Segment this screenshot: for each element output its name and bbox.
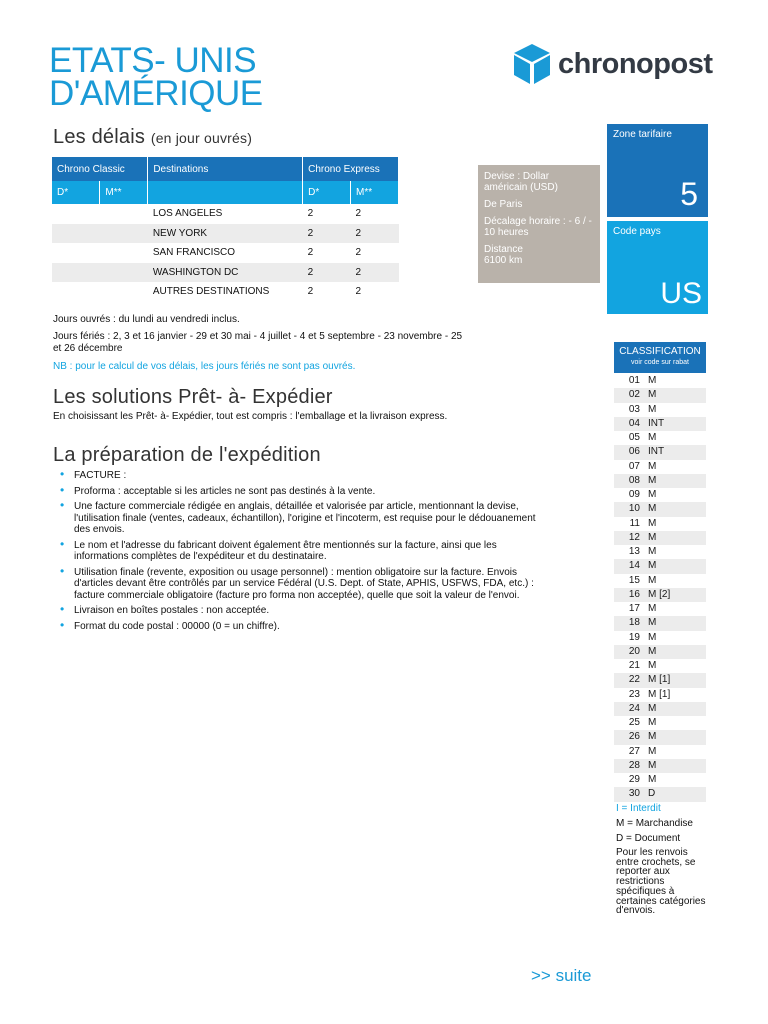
classification-subtitle: voir code sur rabat [631,359,689,366]
classification-value: M [648,759,657,771]
list-item [614,616,706,630]
classification-value: M [648,375,657,386]
destination: SAN FRANCISCO [152,247,236,259]
zone-tarifaire-box [607,124,708,217]
table-row [52,204,399,224]
classification-value: M [648,503,657,515]
header-chrono-classic: Chrono Classic [52,157,148,181]
legend-note: Pour les renvois entre crochets, se reporter aux restrictions spécifiques à certaines catégories d'envois. [616,847,706,917]
table-row [52,224,399,244]
classification-legend [616,803,706,919]
list-item [614,745,706,759]
list-item [614,574,706,588]
code-label: Code pays [613,226,661,237]
classification-value: M [648,546,657,557]
legend-document: D = Document [616,833,681,844]
chronopost-logo [512,42,712,86]
list-item [614,474,706,488]
destination: NEW YORK [148,224,303,244]
solutions-text: En choisissant les Prêt- à- Expédier, tout est compris : l'emballage et la livraison express. [53,411,448,422]
preparation-list [60,470,550,636]
delays-heading [53,126,252,149]
classification-code: 21 [628,660,640,671]
classification-code: 24 [628,702,640,714]
classification-value: M [648,474,657,486]
classification-code: 13 [628,546,640,557]
zone-label: Zone tarifaire [613,129,672,140]
list-item [614,517,706,531]
classic-d [52,282,100,302]
classification-code: 09 [628,489,640,500]
list-item [614,431,706,445]
classification-code: 17 [628,603,640,614]
delays-subheader-row [52,181,399,204]
classification-value: M [648,460,657,472]
list-item [614,645,706,659]
code-value: US [660,277,702,310]
distance-label: Distance [484,244,523,255]
list-item [614,531,706,545]
list-item [614,759,706,773]
classic-d [52,263,100,283]
list-item [614,460,706,474]
list-item: • Le nom et l'adresse du fabricant doivent également être mentionnés sur la facture, ainsi que les informations complètes de l'expéditeur et du destinataire. [60,540,550,563]
classification-value: M [648,660,657,671]
jours-feries-text: Jours fériés : 2, 3 et 16 janvier - 29 et 30 mai - 4 juillet - 4 et 5 septembre - 23 novembre - 25 et 26 décembre [53,331,463,354]
classification-code: 02 [628,389,640,401]
classification-value: M [648,645,657,657]
list-item [614,730,706,744]
suite-link[interactable]: >> suite [531,966,592,985]
list-item [614,787,706,801]
zone-value: 5 [680,176,698,212]
classification-value: M [648,389,657,401]
devise-text: Devise : Dollar américain (USD) [484,171,558,193]
destination: WASHINGTON DC [148,263,303,283]
express-m: 2 [355,286,362,298]
list-item [614,559,706,573]
destination: LOS ANGELES [152,208,223,220]
classification-code: 25 [628,717,640,728]
list-item: • Proforma : acceptable si les articles ne sont pas destinés à la vente. [60,486,550,498]
classification-code: 05 [628,432,640,443]
classification-value: M [648,517,657,529]
classification-code: 15 [628,574,640,586]
classification-value: M [2] [648,588,671,600]
classification-value: M [648,631,657,643]
list-item: • Une facture commerciale rédigée en anglais, détaillée et valorisée par article, mentionnant la devise, l'utilisation finale (ventes, cadeaux, échantillon), l'origine et l'incoterm, est requise pour le dédouanement des envois. [60,501,550,536]
classification-code: 10 [628,503,640,515]
country-info-box [478,165,600,283]
classification-code: 27 [628,745,640,757]
list-item [614,602,706,616]
classification-value: M [1] [648,674,671,686]
classification-code: 19 [628,631,640,643]
classic-d [52,243,100,263]
subheader-express-m: M** [351,181,399,204]
list-item [614,403,706,417]
classic-m [100,282,148,302]
table-row [52,282,399,302]
page-title-line1: ETATS- UNIS [49,41,257,80]
subheader-express-d: D* [303,181,351,204]
classification-code: 30 [628,788,640,800]
classic-m [100,224,148,244]
list-item [614,659,706,673]
page-title [49,41,263,113]
express-m: 2 [355,247,362,259]
express-d: 2 [303,224,351,244]
logo-text: chronopost [558,48,713,80]
delays-heading-note: (en jour ouvrés) [150,130,253,146]
subheader-destinations [148,181,303,204]
list-item: • Utilisation finale (revente, exposition ou usage personnel) : mention obligatoire sur la facture. Envois d'articles devant être contrôlés par un service Fédéral (U.S. Dept. of State, APHIS, USFWS, FDA, etc.) : facture commerciale obligatoire (facture pro forma non acceptée), quelle que soit la valeur de l'envoi. [60,567,550,602]
classification-code: 16 [628,588,640,600]
distance-value: 6100 km [484,255,523,266]
classification-value: M [648,745,657,757]
code-pays-box [607,221,708,314]
cube-logo-icon [512,42,552,86]
classification-value: M [648,717,657,728]
classification-list [614,374,706,802]
express-d: 2 [303,263,351,283]
classification-value: M [648,702,657,714]
classification-value: M [648,603,657,614]
classification-value: M [1] [648,688,671,700]
list-item [614,488,706,502]
express-m: 2 [351,224,399,244]
list-item [614,374,706,388]
classification-code: 08 [628,474,640,486]
classification-code: 22 [628,674,640,686]
express-d: 2 [307,286,314,298]
express-m: 2 [351,263,399,283]
list-item [614,773,706,787]
classification-code: 03 [628,403,640,415]
classification-code: 06 [628,446,640,458]
legend-interdit: I = Interdit [616,803,661,814]
list-item [614,688,706,702]
classification-value: M [648,617,657,629]
classification-code: 12 [628,531,640,543]
legend-marchandise: M = Marchandise [616,818,693,829]
classic-d [52,224,100,244]
classification-code: 29 [628,774,640,785]
list-item [614,445,706,459]
classification-value: M [648,560,657,572]
table-row [52,263,399,283]
classic-m [100,263,148,283]
header-destinations: Destinations [148,157,303,181]
list-item [614,545,706,559]
header-chrono-express: Chrono Express [303,157,399,181]
list-item [614,417,706,431]
classification-code: 11 [629,517,640,529]
classification-code: 04 [628,417,640,429]
subheader-classic-m: M** [100,181,148,204]
list-item: • FACTURE : [60,470,550,482]
list-item [614,631,706,645]
classification-value: INT [648,417,665,429]
express-d: 2 [307,247,314,259]
classification-value: M [648,489,657,500]
subheader-classic-d: D* [52,181,100,204]
list-item [614,388,706,402]
classic-d [52,204,100,224]
preparation-heading: La préparation de l'expédition [53,444,321,466]
classification-value: M [648,403,657,415]
classification-value: M [648,731,657,743]
classification-code: 20 [628,645,640,657]
delays-table [52,157,399,302]
solutions-heading: Les solutions Prêt- à- Expédier [53,386,333,408]
from-paris-text: De Paris [484,199,523,210]
classification-header [614,342,706,373]
classification-value: M [648,531,657,543]
classification-title: CLASSIFICATION [619,346,701,357]
delays-header-row [52,157,399,181]
classification-code: 26 [628,731,640,743]
classification-value: M [648,574,657,586]
list-item [614,716,706,730]
classification-value: INT [648,446,665,458]
classification-value: M [648,774,657,785]
list-item: • Format du code postal : 00000 (0 = un chiffre). [60,621,550,633]
classic-m [100,204,148,224]
page-title-line2: D'AMÉRIQUE [49,74,263,113]
list-item [614,673,706,687]
express-m: 2 [355,208,362,220]
nb-note: NB : pour le calcul de vos délais, les jours fériés ne sont pas ouvrés. [53,361,356,372]
delays-heading-text: Les délais [53,126,146,148]
classification-code: 14 [628,560,640,572]
classification-code: 18 [628,617,640,629]
classification-code: 07 [628,460,640,472]
jours-ouvres-text: Jours ouvrés : du lundi au vendredi inclus. [53,314,240,325]
classification-code: 28 [628,759,640,771]
list-item [614,502,706,516]
table-row [52,243,399,263]
classification-code: 23 [628,688,640,700]
classification-value: D [648,788,656,800]
list-item: • Livraison en boîtes postales : non acceptée. [60,605,550,617]
destination: AUTRES DESTINATIONS [152,286,270,298]
list-item [614,588,706,602]
time-offset-text: Décalage horaire : - 6 / - 10 heures [484,216,592,238]
list-item [614,702,706,716]
classic-m [100,243,148,263]
classification-value: M [648,432,657,443]
express-d: 2 [307,208,314,220]
classification-code: 01 [628,375,640,386]
